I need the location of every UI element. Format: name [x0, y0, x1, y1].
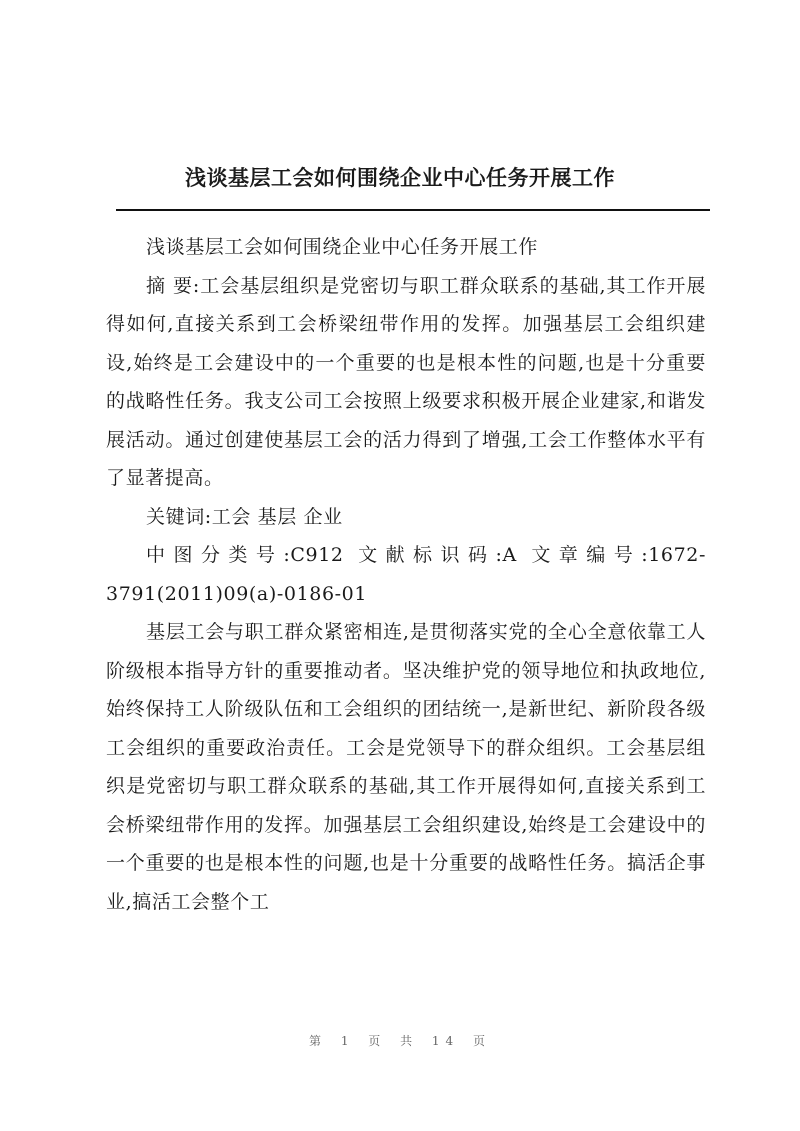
document-body	[106, 228, 706, 921]
page-footer: 第 1 页 共 14 页	[309, 1034, 491, 1048]
document-title: 浅谈基层工会如何围绕企业中心任务开展工作	[185, 165, 615, 190]
paragraph-keywords: 关键词:工会 基层 企业	[146, 505, 343, 528]
title-underline	[116, 209, 710, 211]
paragraph-classification: 中图分类号:C912 文献标识码:A 文章编号:1672-3791(2011)09(a)-0186-01	[106, 544, 706, 605]
paragraph-heading: 浅谈基层工会如何围绕企业中心任务开展工作	[146, 236, 539, 258]
paragraph-main-text: 基层工会与职工群众紧密相连,是贯彻落实党的全心全意依靠工人阶级根本指导方针的重要推动者。坚决维护党的领导地位和执政地位,始终保持工人阶级队伍和工会组织的团结统一,是新世纪、新阶段各级工会组织的重要政治责任。工会是党领导下的群众组织。工会基层组织是党密切与职工群众联系的基础,其工作开展得如何,直接关系到工会桥梁纽带作用的发挥。加强基层工会组织建设,始终是工会建设中的一个重要的也是根本性的问题,也是十分重要的战略性任务。搞活企事业,搞活工会整个工	[106, 621, 706, 913]
paragraph-abstract: 摘 要:工会基层组织是党密切与职工群众联系的基础,其工作开展得如何,直接关系到工会桥梁纽带作用的发挥。加强基层工会组织建设,始终是工会建设中的一个重要的也是根本性的问题,也是十分重要的战略性任务。我支公司工会按照上级要求积极开展企业建家,和谐发展活动。通过创建使基层工会的活力得到了增强,工会工作整体水平有了显著提高。	[106, 274, 706, 489]
